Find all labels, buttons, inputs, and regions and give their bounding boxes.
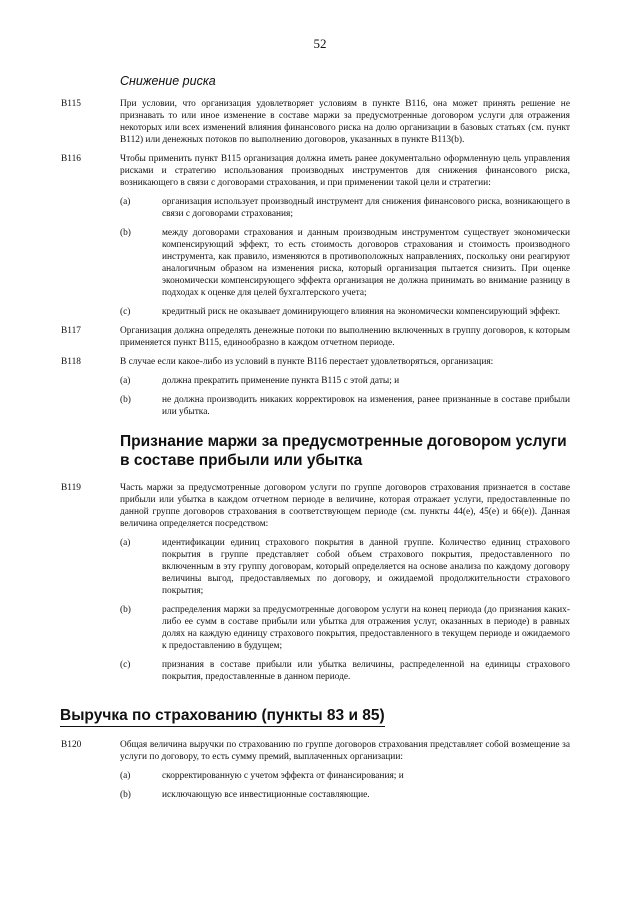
paragraph-b116 — [61, 153, 570, 189]
list-item-b119-a — [72, 537, 570, 597]
paragraph-text: Организация должна определять денежные потоки по выполнению включенных в группу договоров, к которым применяется пункт B115, единообразно в каждом отчетном периоде. — [120, 326, 570, 348]
list-item-label: (a) — [120, 771, 131, 781]
paragraph-b120 — [61, 739, 570, 763]
list-item-text: организация использует производный инструмент для снижения финансового риска, возникающего в связи с договорами страхования; — [162, 197, 570, 219]
list-item-text: скорректированную с учетом эффекта от финансирования; и — [162, 771, 404, 781]
sub-heading-risk-mitigation: Снижение риска — [120, 74, 216, 88]
paragraph-b117 — [61, 325, 570, 349]
list-item-label: (b) — [120, 605, 131, 615]
list-item-label: (c) — [120, 660, 131, 670]
list-item-text: между договорами страхования и данным производным инструментом существует экономически компенсирующий эффект, то есть стоимость договоров страхования и стоимость производного инструмента, как правило, изменяются в противоположных направлениях, поскольку они реагируют аналогичным образом на изменения риска, который организация пытается снизить. При оценке экономически компенсирующего эффекта организация не должна принимать во внимание разницу в подходах к оценке для целей бухгалтерского учета; — [162, 228, 570, 298]
list-item-text: признания в составе прибыли или убытка величины, распределенной на единицы страхового покрытия, предоставленные в данном периоде. — [162, 660, 570, 682]
list-item-text: должна прекратить применение пункта B115 с этой даты; и — [162, 376, 400, 386]
list-item-b116-c — [72, 306, 570, 318]
list-item-text: не должна производить никаких корректировок на изменения, ранее признанные в составе прибыли или убытка. — [162, 395, 570, 417]
paragraph-b118 — [61, 356, 570, 368]
paragraph-text: Часть маржи за предусмотренные договором услуги по группе договоров страхования признается в составе прибыли или убытка в каждом отчетном периоде в величине, которая отражает услуги, предоставленные по данной группе договоров страхования в соответствующем периоде (см. пункты 44(e), 45(e) и 66(e)). Данная величина определяется посредством: — [120, 483, 570, 529]
list-item-b120-a — [72, 770, 570, 782]
list-item-label: (b) — [120, 395, 131, 405]
list-item-label: (a) — [120, 197, 131, 207]
list-item-label: (b) — [120, 228, 131, 238]
list-item-b116-b — [72, 227, 570, 299]
list-item-b116-a — [72, 196, 570, 220]
list-item-label: (a) — [120, 538, 131, 548]
paragraph-b119 — [61, 482, 570, 530]
section-heading-margin: Признание маржи за предусмотренные договором услуги в составе прибыли или убытка — [120, 433, 567, 469]
list-item-text: распределения маржи за предусмотренные договором услуги на конец периода (до признания каких-либо ее сумм в составе прибыли или убытка для отражения услуг, оказанных в периоде) в равных долях на каждую единицу страхового покрытия, предоставленного в текущем периоде и ожидаемого к предоставлению в будущем; — [162, 605, 570, 651]
section-heading-insurance-revenue: Выручка по страхованию (пункты 83 и 85) — [60, 706, 385, 727]
paragraph-number: B120 — [61, 740, 82, 750]
list-item-b118-a — [72, 375, 570, 387]
list-item-b120-b — [72, 789, 570, 801]
list-item-b119-c — [72, 659, 570, 683]
list-item-label: (c) — [120, 307, 131, 317]
list-item-b119-b — [72, 604, 570, 652]
paragraph-number: B119 — [61, 483, 81, 493]
paragraph-b115 — [61, 98, 570, 146]
paragraph-text: При условии, что организация удовлетворяет условиям в пункте B116, она может принять решение не признавать то или иное изменение в составе маржи за предусмотренные договором услуги для отражения некоторых или всех изменений влияния финансового риска на долю организации в базовых статьях (см. пункт B112) или денежных потоков по выполнению договоров, указанных в пункте B113(b). — [120, 99, 570, 145]
paragraph-text: В случае если какое-либо из условий в пункте B116 перестает удовлетворяться, организация: — [120, 357, 494, 367]
page-number: 52 — [313, 36, 327, 51]
list-item-text: исключающую все инвестиционные составляющие. — [162, 790, 370, 800]
list-item-text: идентификации единиц страхового покрытия в данной группе. Количество единиц страхового покрытия в группе представляет собой объем страхового покрытия, предоставленного по включенным в эту группу договорам, который определяется на основе анализа по каждому договору величины выгод, предоставляемых по договору, и ожидаемой продолжительности страхового покрытия; — [162, 538, 570, 596]
list-item-label: (a) — [120, 376, 131, 386]
page-content — [60, 74, 570, 808]
paragraph-number: B115 — [61, 99, 81, 109]
paragraph-number: B117 — [61, 326, 81, 336]
paragraph-number: B118 — [61, 357, 81, 367]
paragraph-text: Общая величина выручки по страхованию по группе договоров страхования представляет собой возмещение за услуги по договору, то есть сумму премий, выплаченных организации: — [120, 740, 570, 762]
list-item-text: кредитный риск не оказывает доминирующего влияния на экономически компенсирующий эффект. — [162, 307, 561, 317]
list-item-b118-b — [72, 394, 570, 418]
paragraph-number: B116 — [61, 154, 81, 164]
paragraph-text: Чтобы применить пункт B115 организация должна иметь ранее документально оформленную цель управления рисками и стратегию использования производных инструментов для снижения финансового риска, возникающего в связи с договорами страхования, и при применении такой цели и стратегии: — [120, 154, 570, 188]
list-item-label: (b) — [120, 790, 131, 800]
